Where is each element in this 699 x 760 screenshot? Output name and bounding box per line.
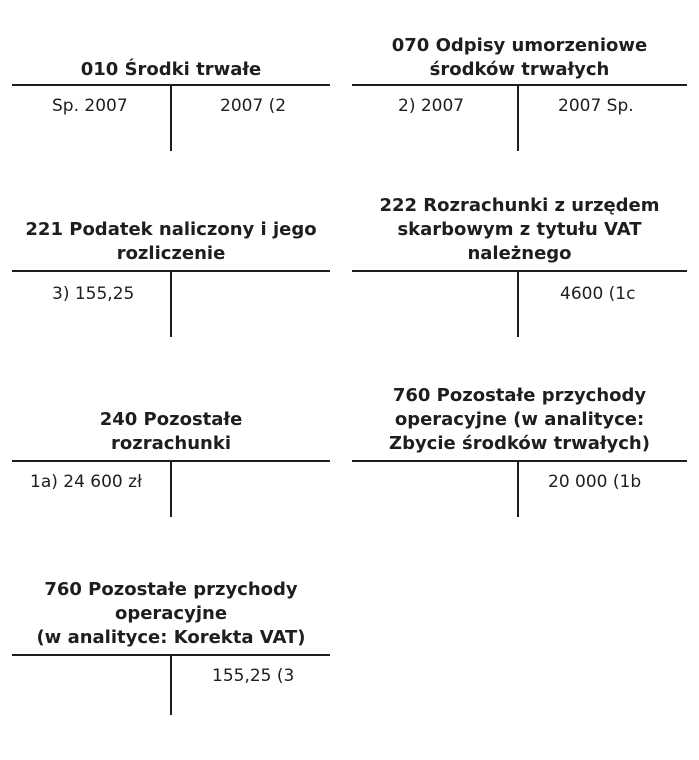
credit-entry: 20 000 (1b	[548, 472, 642, 492]
account-title: 222 Rozrachunki z urzędem skarbowym z tytułu VAT należnego	[379, 195, 660, 264]
account-title: 010 Środki trwałe	[80, 59, 262, 80]
credit-entry: 2007 Sp.	[558, 96, 634, 116]
debit-entry: Sp. 2007	[52, 96, 128, 116]
credit-entry: 2007 (2	[220, 96, 287, 116]
account-title: 240 Pozostałe rozrachunki	[99, 409, 243, 454]
debit-entry: 2) 2007	[398, 96, 465, 116]
debit-entry: 3) 155,25	[52, 284, 135, 304]
account-title: 070 Odpisy umorzeniowe środków trwałych	[391, 35, 648, 80]
credit-entry: 4600 (1c	[560, 284, 636, 304]
t-account-vertical-line	[170, 655, 172, 715]
t-account-horizontal-line	[352, 460, 687, 462]
t-account-760-sale	[352, 0, 687, 520]
credit-entry: 155,25 (3	[212, 666, 295, 686]
t-account-760-vat	[12, 0, 330, 720]
debit-entry: 1a) 24 600 zł	[30, 472, 142, 492]
t-account-vertical-line	[517, 461, 519, 517]
account-title: 760 Pozostałe przychody operacyjne (w analityce: Zbycie środków trwałych)	[389, 385, 650, 454]
account-title: 221 Podatek naliczony i jego rozliczenie	[25, 219, 317, 264]
account-title: 760 Pozostałe przychody operacyjne (w analityce: Korekta VAT)	[36, 579, 306, 648]
